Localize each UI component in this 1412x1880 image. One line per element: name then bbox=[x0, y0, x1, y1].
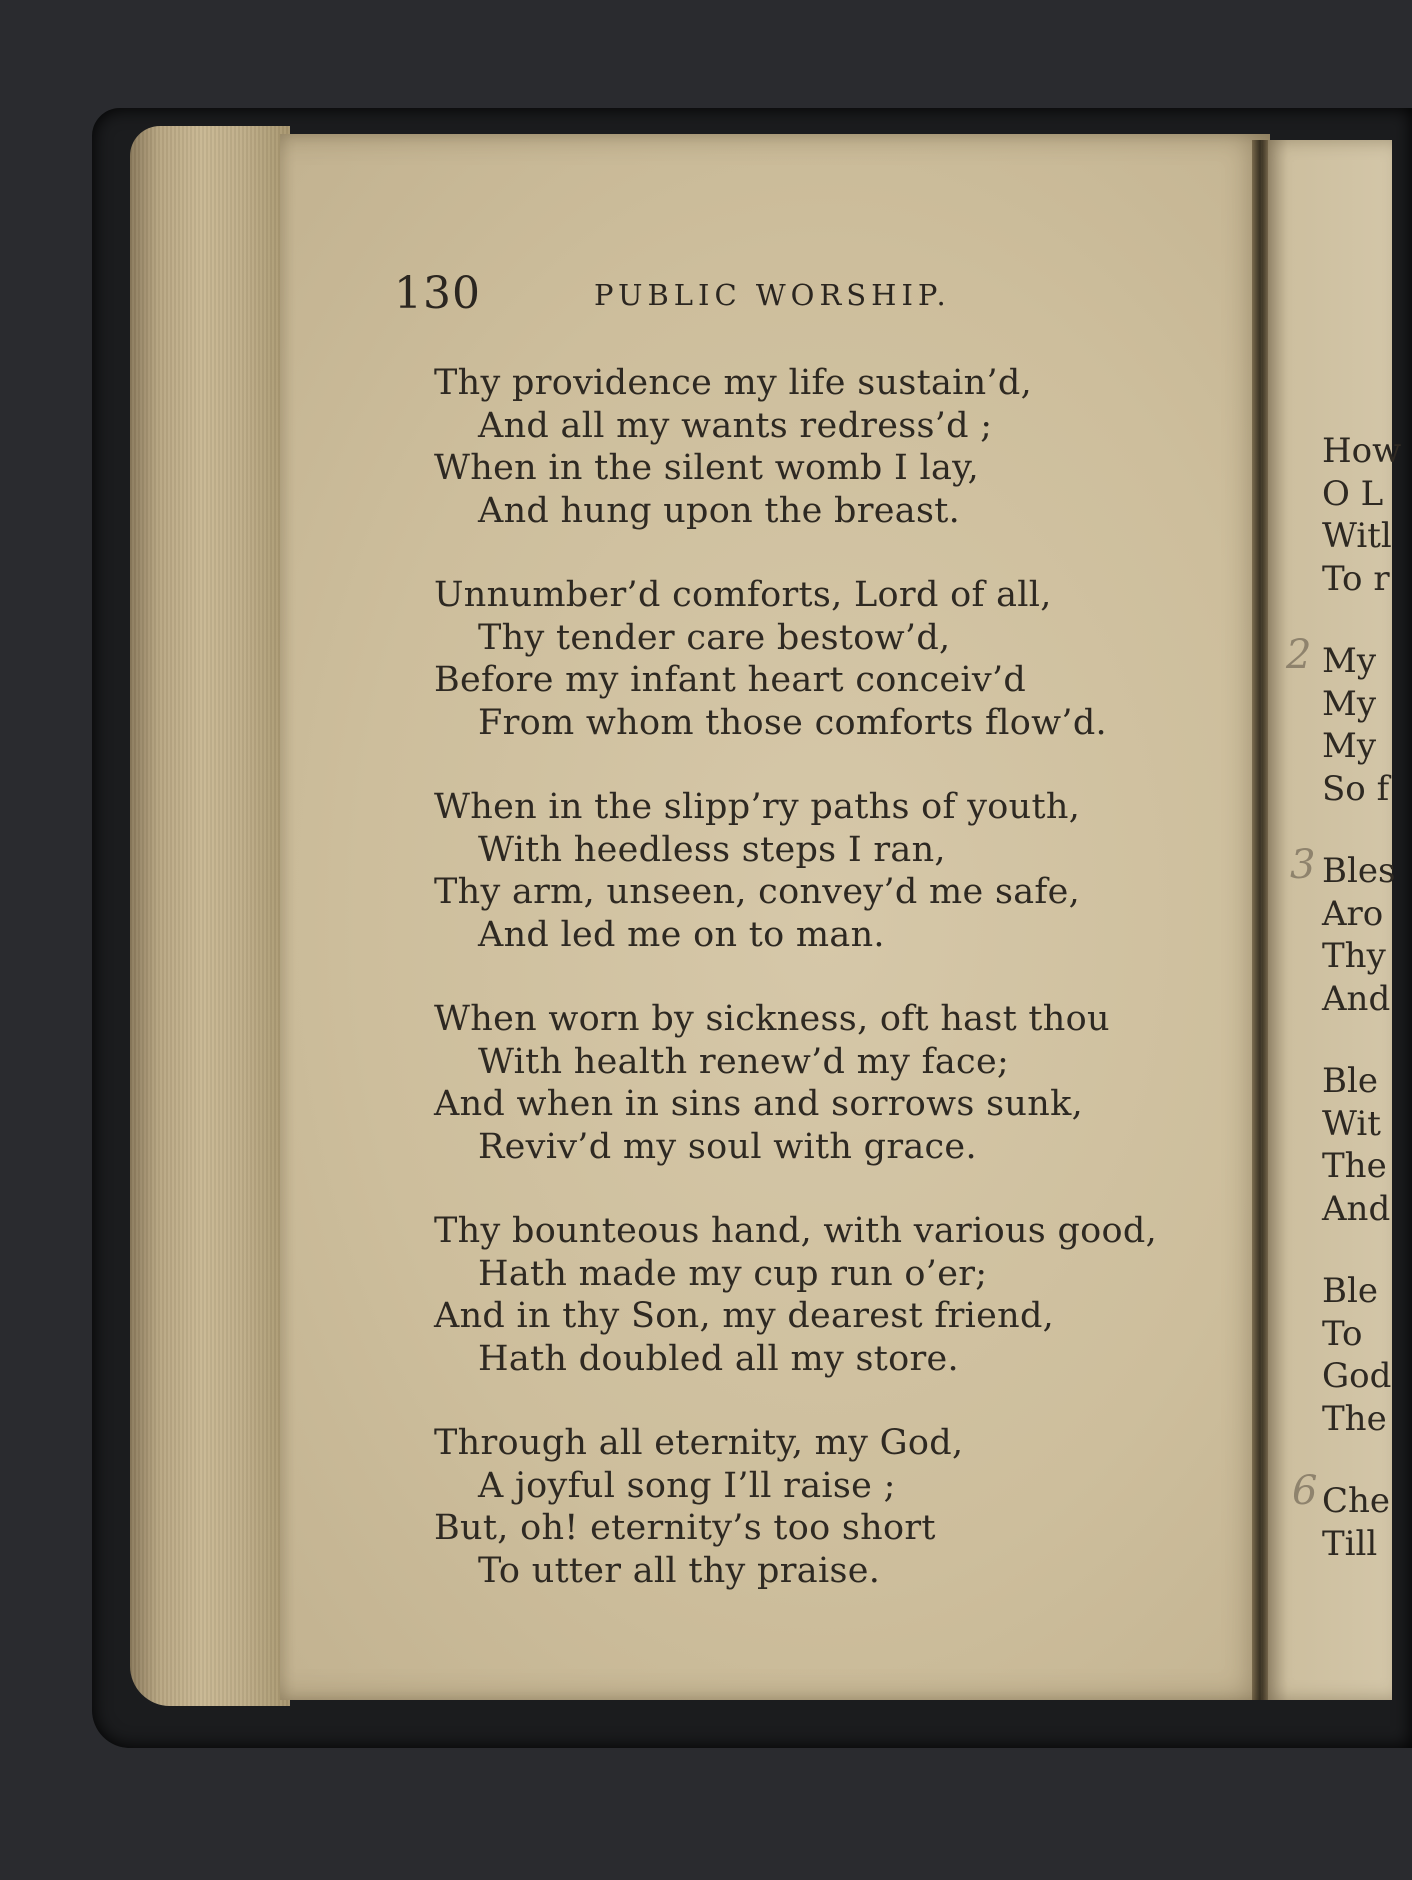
verse-line: From whom those comforts flow’d. bbox=[478, 702, 1107, 743]
verse-line: Hath made my cup run o’er; bbox=[478, 1253, 988, 1294]
verse-line: And in thy Son, my dearest friend, bbox=[434, 1296, 1055, 1336]
verse-line: Thy providence my life sustain’d, bbox=[434, 363, 1033, 403]
verse-line: When in the silent womb I lay, bbox=[434, 448, 980, 488]
verse-line: And led me on to man. bbox=[478, 914, 885, 955]
right-line: Witl bbox=[1322, 516, 1392, 556]
right-line: And bbox=[1322, 978, 1391, 1019]
page-number: 130 bbox=[394, 268, 481, 319]
right-line: How bbox=[1322, 431, 1402, 471]
verse-line: Hath doubled all my store. bbox=[478, 1338, 959, 1379]
verse-line: Thy bounteous hand, with various good, bbox=[434, 1211, 1158, 1251]
verse-line: When worn by sickness, oft hast thou bbox=[434, 999, 1110, 1039]
verse-line: With heedless steps I ran, bbox=[478, 829, 946, 870]
verse-line: Through all eternity, my God, bbox=[434, 1423, 964, 1463]
right-line: Bles bbox=[1322, 851, 1396, 891]
right-stanza bbox=[1322, 1060, 1401, 1230]
verse-line: Before my infant heart conceiv’d bbox=[434, 660, 1027, 700]
pencil-mark: 2 bbox=[1286, 632, 1312, 678]
right-line: Till bbox=[1322, 1523, 1378, 1564]
right-line: Aro bbox=[1322, 893, 1384, 934]
right-line: My bbox=[1322, 683, 1377, 724]
right-line: The bbox=[1322, 1146, 1387, 1186]
stanza bbox=[434, 998, 1157, 1168]
verse-line: And hung upon the breast. bbox=[478, 490, 960, 531]
right-line: And bbox=[1322, 1188, 1391, 1229]
page-edges bbox=[130, 126, 290, 1706]
right-line: Ble bbox=[1322, 1061, 1378, 1101]
verse-line: A joyful song I’ll raise ; bbox=[478, 1465, 896, 1506]
right-line: Che bbox=[1322, 1481, 1391, 1521]
pencil-mark: 6 bbox=[1292, 1468, 1318, 1514]
verse-line: Reviv’d my soul with grace. bbox=[478, 1126, 977, 1167]
verse-line: When in the slipp’ry paths of youth, bbox=[434, 787, 1081, 827]
stanza bbox=[434, 1210, 1157, 1380]
hymn-text bbox=[434, 362, 1157, 1634]
right-line: To r bbox=[1322, 558, 1390, 599]
pencil-mark: 3 bbox=[1290, 842, 1316, 888]
book-gutter bbox=[1252, 140, 1268, 1700]
verse-line: And when in sins and sorrows sunk, bbox=[434, 1084, 1084, 1124]
right-line: So f bbox=[1322, 768, 1390, 809]
stanza bbox=[434, 786, 1157, 956]
verse-line: With health renew’d my face; bbox=[478, 1041, 1010, 1082]
verse-line: And all my wants redress’d ; bbox=[478, 405, 993, 446]
verse-line: Unnumber’d comforts, Lord of all, bbox=[434, 575, 1052, 615]
verse-line: Thy tender care bestow’d, bbox=[478, 617, 951, 658]
right-stanza bbox=[1322, 430, 1401, 600]
verse-line: To utter all thy praise. bbox=[478, 1550, 881, 1591]
right-line: To bbox=[1322, 1313, 1363, 1354]
right-line: My bbox=[1322, 726, 1377, 766]
verse-line: But, oh! eternity’s too short bbox=[434, 1508, 936, 1548]
stanza bbox=[434, 574, 1157, 744]
right-stanza bbox=[1322, 850, 1401, 1020]
right-line: God bbox=[1322, 1356, 1392, 1396]
right-stanza bbox=[1322, 1480, 1401, 1565]
right-line: O L bbox=[1322, 473, 1384, 514]
right-line: Thy bbox=[1322, 936, 1386, 976]
right-line: Ble bbox=[1322, 1271, 1378, 1311]
right-stanza bbox=[1322, 640, 1401, 810]
right-line: Wit bbox=[1322, 1103, 1381, 1144]
verse-line: Thy arm, unseen, convey’d me safe, bbox=[434, 872, 1081, 912]
stanza bbox=[434, 362, 1157, 532]
running-head: PUBLIC WORSHIP. bbox=[594, 278, 951, 312]
right-line: The bbox=[1322, 1398, 1387, 1439]
stanza bbox=[434, 1422, 1157, 1592]
right-stanza bbox=[1322, 1270, 1401, 1440]
right-line: My bbox=[1322, 641, 1377, 681]
right-page-text bbox=[1322, 430, 1401, 1605]
